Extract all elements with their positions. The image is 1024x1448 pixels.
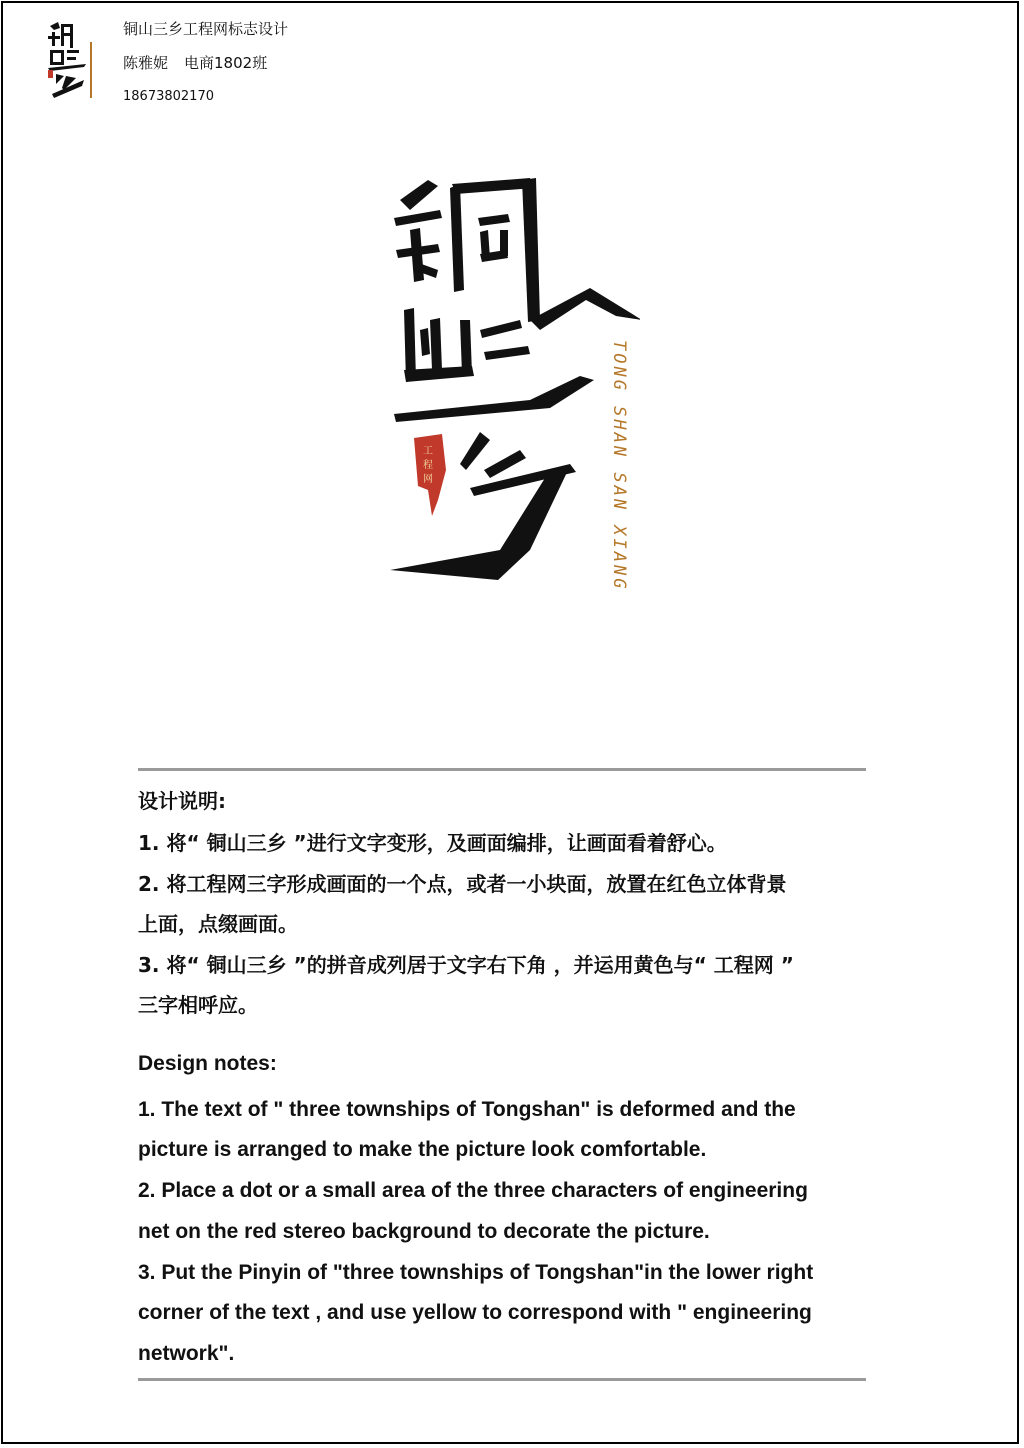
notes-cn-line: 三字相呼应。 xyxy=(138,993,258,1017)
separator-top xyxy=(138,768,866,771)
notes-en-line: 3. Put the Pinyin of "three townships of Tongshan"in the lower right xyxy=(138,1260,814,1284)
notes-en-line: 1. The text of " three townships of Tongshan" is deformed and the xyxy=(138,1097,796,1121)
header-author: 陈雅妮 xyxy=(123,54,169,72)
notes-cn-line: 1. 将“ 铜山三乡 ”进行文字变形，及画面编排，让画面看着舒心。 xyxy=(138,831,727,855)
notes-cn-title: 设计说明: xyxy=(138,789,226,813)
pinyin-vertical xyxy=(606,338,636,618)
pinyin-text: TONG SHAN SAN XIANG xyxy=(609,340,629,592)
svg-text:网: 网 xyxy=(423,474,433,485)
notes-en-line: network". xyxy=(138,1342,235,1366)
notes-en-title: Design notes: xyxy=(138,1051,277,1075)
header-title: 铜山三乡工程网标志设计 xyxy=(123,20,289,38)
mini-logo-icon xyxy=(46,20,98,100)
notes-cn-line: 上面，点缀画面。 xyxy=(138,912,298,936)
notes-en-line: picture is arranged to make the picture look comfortable. xyxy=(138,1138,707,1162)
design-notes xyxy=(138,785,898,1375)
seal-text: 工 xyxy=(423,446,433,457)
notes-cn-line: 2. 将工程网三字形成画面的一个点，或者一小块面，放置在红色立体背景 xyxy=(138,871,787,896)
header-info xyxy=(123,18,288,120)
header-class: 电商1802班 xyxy=(184,54,268,72)
header-phone: 18673802170 xyxy=(123,89,214,104)
notes-en-line: corner of the text , and use yellow to correspond with " engineering xyxy=(138,1301,812,1325)
notes-en-line: net on the red stereo background to decorate the picture. xyxy=(138,1219,710,1243)
notes-en-line: 2. Place a dot or a small area of the three characters of engineering xyxy=(138,1179,808,1203)
separator-bottom xyxy=(138,1378,866,1381)
svg-text:程: 程 xyxy=(423,460,433,471)
notes-cn-line: 3. 将“ 铜山三乡 ”的拼音成列居于文字右下角 ，并运用黄色与“ 工程网 ” xyxy=(138,952,794,977)
tongshan-sanxiang-logo-icon xyxy=(380,170,640,590)
